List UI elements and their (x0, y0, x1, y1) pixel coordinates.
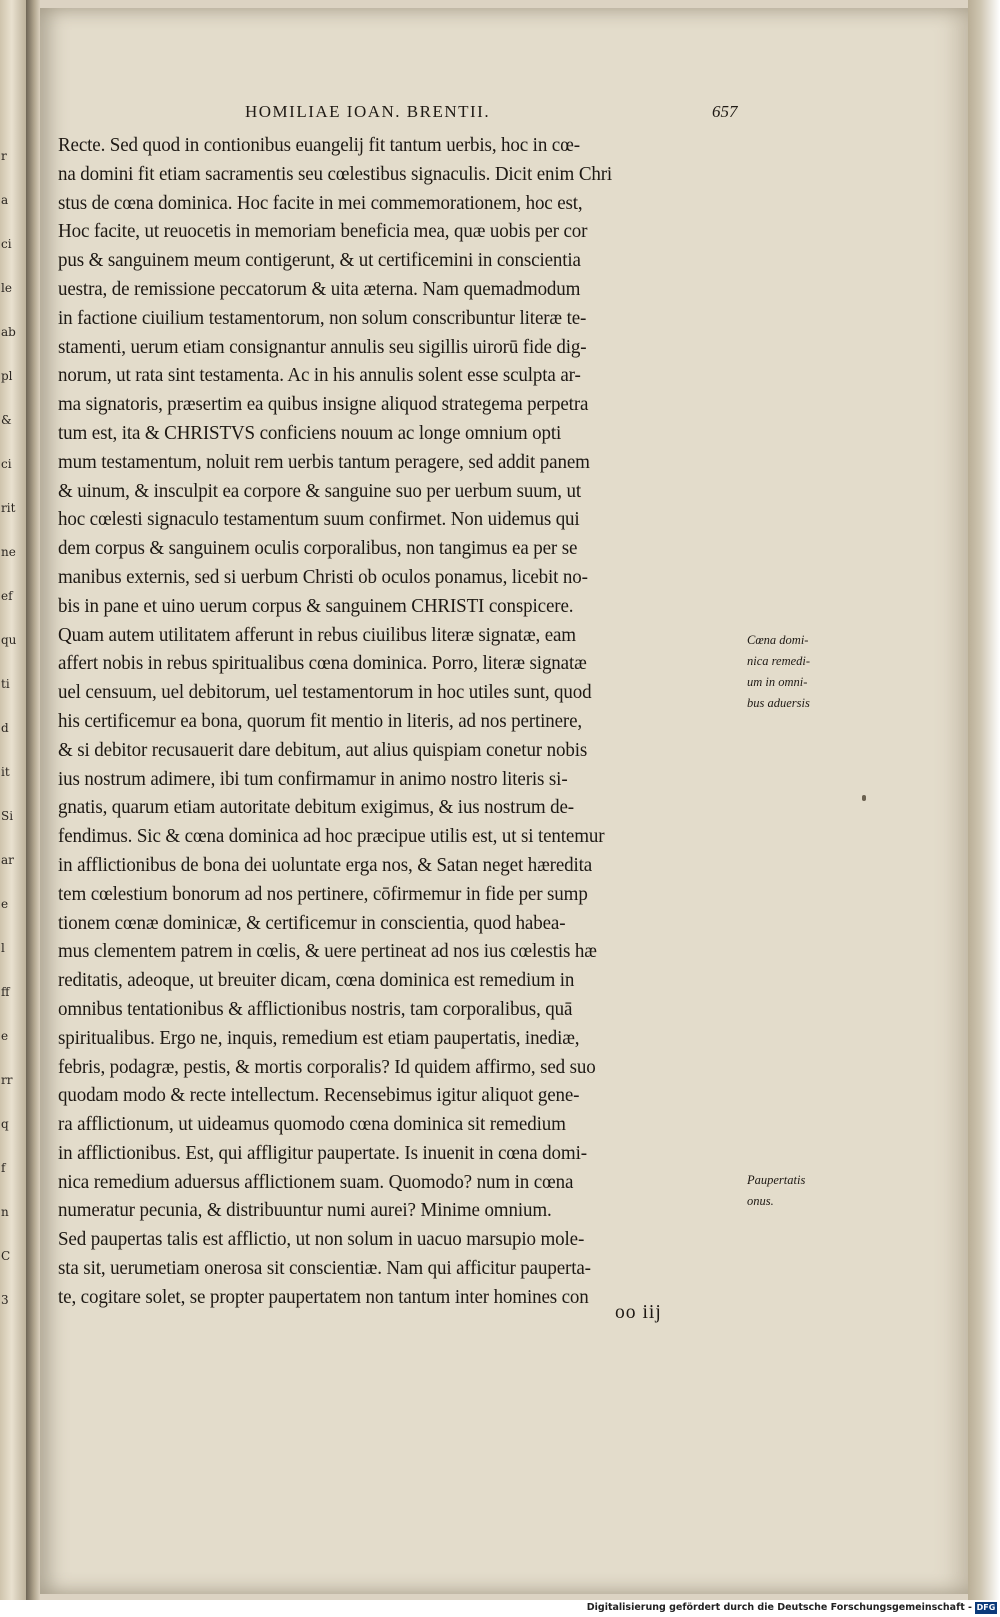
text-line: ma signatoris, præsertim ea quibus insigne aliquod strategema perpetra (58, 394, 589, 416)
marginal-note-line: Cœna domi- (747, 633, 809, 647)
text-line: in afflictionibus. Est, qui affligitur paupertate. Is inuenit in cœna domi- (58, 1142, 587, 1164)
marginal-note (747, 630, 857, 714)
text-line: ra afflictionum, ut uideamus quomodo cœna dominica sit remedium (58, 1114, 566, 1136)
text-line: & si debitor recusauerit dare debitum, aut alius quispiam conetur nobis (58, 739, 588, 761)
facing-page-fragment: pl (1, 369, 13, 383)
marginal-note-line: nica remedi- (747, 654, 811, 668)
text-line: uestra, de remissione peccatorum & uita æterna. Nam quemadmodum (58, 278, 581, 300)
text-line: mus clementem patrem in cœlis, & uere pertineat ad nos ius cœlestis hæ (58, 941, 597, 963)
text-line: te, cogitare solet, se propter paupertatem non tantum inter homines con (58, 1286, 589, 1308)
facing-page-fragment: f (1, 1161, 6, 1175)
facing-page-fragment: le (1, 281, 12, 295)
page-header (0, 102, 1000, 124)
running-head: HOMILIAE IOAN. BRENTII. (245, 102, 491, 121)
text-line: mum testamentum, noluit rem uerbis tantum peragere, sed addit panem (58, 451, 590, 473)
text-line: hoc cœlesti signaculo testamentum suum confirmet. Non uidemus qui (58, 509, 580, 531)
text-line: & uinum, & insculpit ea corpore & sanguine suo per uerbum suum, ut (58, 480, 582, 502)
facing-page-fragment: rit (1, 501, 16, 515)
page-fore-edge (968, 0, 1000, 1600)
text-line: gnatis, quarum etiam autoritate debitum exigimus, & ius nostrum de- (58, 797, 574, 819)
facing-page-fragment: rr (1, 1073, 13, 1087)
facing-page-fragment: C (1, 1249, 11, 1263)
facing-page-fragment: ci (1, 457, 12, 471)
text-line: dem corpus & sanguinem oculis corporalibus, non tangimus ea per se (58, 538, 578, 560)
text-line: omnibus tentationibus & afflictionibus nostris, tam corporalibus, quā (58, 998, 573, 1020)
facing-page-fragment: ab (1, 325, 16, 339)
footer-bar (0, 1600, 1000, 1617)
text-line: febris, podagræ, pestis, & mortis corporalis? Id quidem affirmo, sed suo (58, 1056, 596, 1078)
facing-page-fragment: r (1, 149, 7, 163)
text-line: Recte. Sed quod in contionibus euangelij fit tantum uerbis, hoc in cœ- (58, 135, 580, 156)
marginal-note (747, 1170, 857, 1212)
facing-page-fragment: ne (1, 545, 16, 559)
text-line: reditatis, adeoque, ut breuiter dicam, cœna dominica est remedium in (58, 970, 575, 992)
text-line: Sed paupertas talis est afflictio, ut non solum in uacuo marsupio mole- (58, 1229, 585, 1251)
text-line: Hoc facite, ut reuocetis in memoriam beneficia mea, quæ uobis per cor (58, 221, 588, 243)
main-text-block (58, 132, 738, 1313)
text-line: sta sit, uerumetiam onerosa sit conscientiæ. Nam qui afficitur pauperta- (58, 1258, 591, 1280)
text-line: stamenti, uerum etiam consignantur annulis seu sigillis uirorū fide dig- (58, 336, 587, 358)
text-line: pus & sanguinem meum contigerunt, & ut certificemini in conscientia (58, 250, 581, 272)
marginal-note-line: onus. (747, 1194, 774, 1208)
text-line: his certificemur ea bona, quorum fit mentio in literis, ad nos pertinere, (58, 710, 583, 732)
text-line: spiritualibus. Ergo ne, inquis, remedium est etiam paupertatis, inediæ, (58, 1027, 580, 1049)
facing-page-fragment: it (1, 765, 10, 779)
facing-page-fragment: n (1, 1205, 9, 1219)
text-line: Quam autem utilitatem afferunt in rebus ciuilibus literæ signatæ, eam (58, 624, 576, 646)
facing-page-fragment: Si (1, 809, 14, 823)
text-line: in factione ciuilium testamentorum, non solum conscribuntur literæ te- (58, 307, 587, 329)
facing-page-fragment: ci (1, 237, 12, 251)
facing-page-fragment: l (1, 941, 5, 955)
facing-page-fragment: ff (1, 985, 10, 999)
ink-speck (862, 795, 866, 801)
marginal-note-line: Paupertatis (747, 1173, 806, 1187)
text-line: manibus externis, sed si uerbum Christi ob oculos ponamus, licebit no- (58, 566, 588, 588)
facing-page-fragment: ar (1, 853, 14, 867)
marginal-note-line: bus aduersis (747, 696, 810, 710)
text-line: quodam modo & recte intellectum. Recensebimus igitur aliquot gene- (58, 1085, 580, 1107)
facing-page-fragment: a (1, 193, 9, 207)
text-line: fendimus. Sic & cœna dominica ad hoc præcipue utilis est, ut si tentemur (58, 826, 605, 848)
footer-credit: Digitalisierung gefördert durch die Deutsche Forschungsgemeinschaft - (586, 1602, 972, 1613)
book-gutter (26, 0, 40, 1600)
facing-page-fragment: ef (1, 589, 13, 603)
facing-page-fragment: d (1, 721, 9, 735)
text-line: uel censuum, uel debitorum, uel testamentorum in hoc utiles sunt, quod (58, 682, 592, 704)
text-line: norum, ut rata sint testamenta. Ac in his annulis solent esse sculpta ar- (58, 365, 581, 387)
text-line: bis in pane et uino uerum corpus & sanguinem CHRISTI conspicere. (58, 595, 574, 617)
facing-page-fragment: ti (1, 677, 10, 691)
page-number: 657 (712, 102, 738, 121)
facing-page-fragment: e (1, 897, 9, 911)
text-line: in afflictionibus de bona dei uoluntate erga nos, & Satan neget hæredita (58, 854, 593, 876)
dfg-logo: DFG (976, 1603, 996, 1612)
text-line: tem cœlestium bonorum ad nos pertinere, cōfirmemur in fide per sump (58, 883, 588, 905)
facing-page-fragment: 3 (1, 1293, 9, 1307)
text-line: na domini fit etiam sacramentis seu cœlestibus signaculis. Dicit enim Chri (58, 163, 613, 185)
facing-page-fragment: q (1, 1117, 9, 1131)
text-line: nica remedium aduersus afflictionem suam. Quomodo? num in cœna (58, 1171, 574, 1193)
facing-page-fragment: & (1, 413, 12, 427)
text-line: affert nobis in rebus spiritualibus cœna dominica. Porro, literæ signatæ (58, 653, 587, 675)
facing-page-fragment: e (1, 1029, 9, 1043)
text-line: stus de cœna dominica. Hoc facite in mei commemorationem, hoc est, (58, 192, 583, 214)
text-line: tum est, ita & CHRISTVS conficiens nouum ac longe omnium opti (58, 422, 562, 444)
signature-mark: oo iij (615, 1302, 662, 1323)
text-line: tionem cœnæ dominicæ, & certificemur in conscientia, quod habea- (58, 912, 566, 934)
marginal-note-line: um in omni- (747, 675, 808, 689)
facing-page-edge (0, 0, 26, 1600)
text-line: numeratur pecunia, & distribuuntur numi aurei? Minime omnium. (58, 1200, 552, 1222)
facing-page-fragment: qu (1, 633, 17, 647)
text-line: ius nostrum adimere, ibi tum confirmamur in animo nostro literis si- (58, 768, 568, 790)
